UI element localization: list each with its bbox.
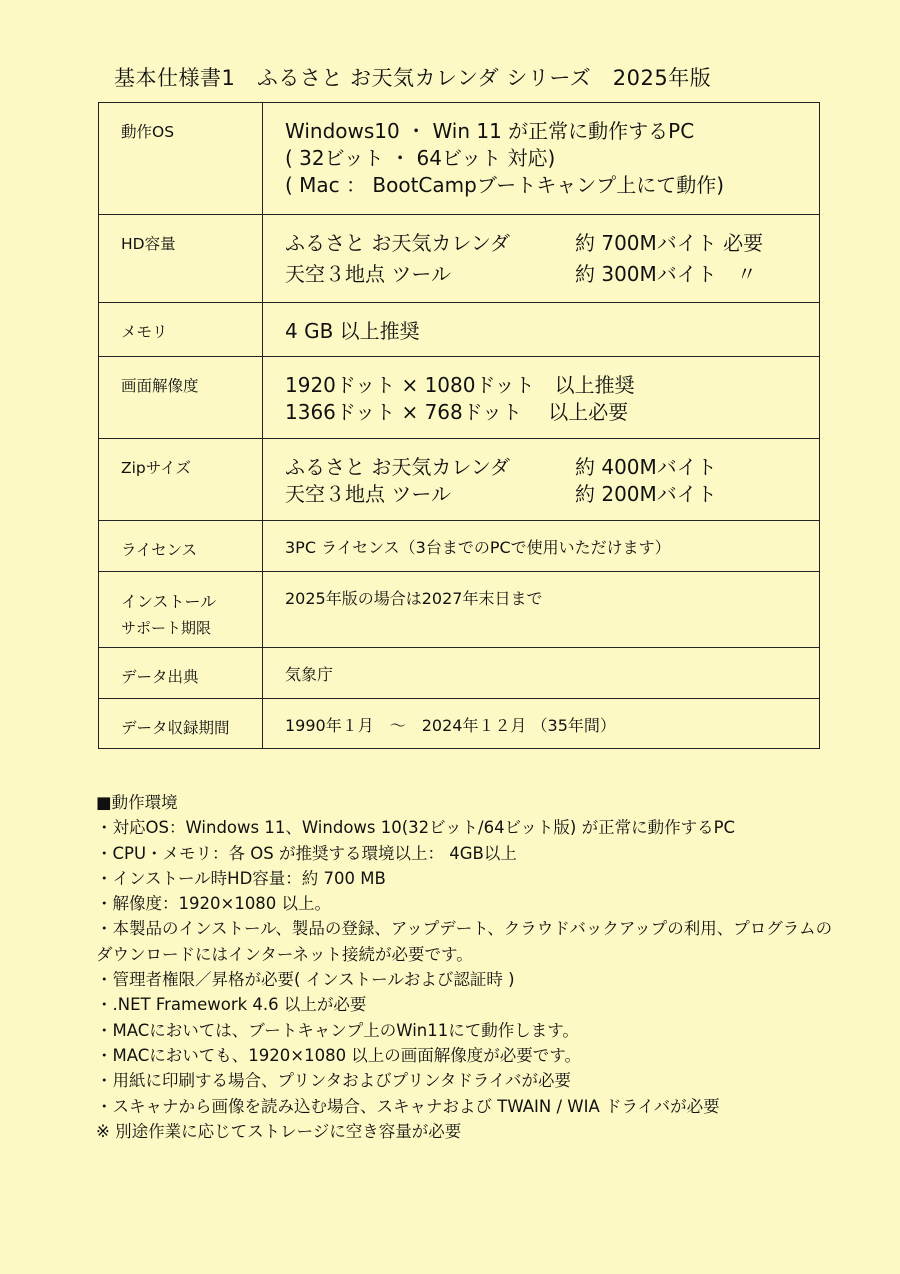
source-value <box>263 648 820 699</box>
os-value <box>263 103 820 215</box>
spec-row-license <box>99 521 820 572</box>
note-item: ・本製品のインストール、製品の登録、アップデート、クラウドバックアップの利用、プログラムのダウンロードにはインターネット接続が必要です。 <box>96 919 833 964</box>
hd-label: HD容量 <box>99 215 263 303</box>
spec-row-zip <box>99 439 820 521</box>
os-label: 動作OS <box>99 103 263 215</box>
license-text: 3PC ライセンス（3台までのPCで使用いただけます） <box>285 538 671 557</box>
license-label: ライセンス <box>99 521 263 572</box>
zip-label: Zipサイズ <box>99 439 263 521</box>
note-item: ・.NET Framework 4.6 以上が必要 <box>96 995 367 1015</box>
spec-row-source <box>99 648 820 699</box>
os-line: ( Mac ： BootCampブートキャンプ上にて動作) <box>285 173 725 197</box>
resolution-label: 画面解像度 <box>99 357 263 439</box>
memory-text: 4 GB 以上推奨 <box>285 319 420 343</box>
support-label-line2: サポート期限 <box>121 619 212 637</box>
note-item: ・対応OS：Windows 11、Windows 10(32ビット/64ビット版) が正常に動作するPC <box>96 818 736 838</box>
zip-item-size: 約 400Mバイト <box>575 455 717 479</box>
support-label <box>99 572 263 648</box>
environment-notes <box>96 790 836 1144</box>
note-item: ・用紙に印刷する場合、プリンタおよびプリンタドライバが必要 <box>96 1071 572 1091</box>
os-line: Windows10 ・ Win 11 が正常に動作するPC <box>285 119 695 143</box>
resolution-value <box>263 357 820 439</box>
os-line: ( 32ビット ・ 64ビット 対応) <box>285 146 556 170</box>
resolution-line: 1366ドット × 768ドット 以上必要 <box>285 400 629 424</box>
memory-label: メモリ <box>99 303 263 357</box>
source-label: データ出典 <box>99 648 263 699</box>
support-label-line1: インストール <box>121 592 217 611</box>
page-title: 基本仕様書1 ふるさと お天気カレンダ シリーズ 2025年版 <box>114 66 712 90</box>
spec-row-period <box>99 699 820 749</box>
spec-row-support <box>99 572 820 648</box>
note-item: ・MACにおいては、ブートキャンプ上のWin11にて動作します。 <box>96 1020 579 1040</box>
spec-row-hd <box>99 215 820 303</box>
spec-table <box>98 102 820 749</box>
period-label: データ収録期間 <box>99 699 263 749</box>
zip-value <box>263 439 820 521</box>
support-text: 2025年版の場合は2027年末日まで <box>285 589 543 608</box>
note-item: ・MACにおいても、1920×1080 以上の画面解像度が必要です。 <box>96 1045 581 1065</box>
hd-item-name: 天空３地点 ツール <box>285 262 451 286</box>
notes-heading: ■動作環境 <box>96 793 178 812</box>
hd-item-name: ふるさと お天気カレンダ <box>285 231 511 255</box>
hd-value <box>263 215 820 303</box>
note-item: ・スキャナから画像を読み込む場合、スキャナおよび TWAIN / WIA ドライバが必要 <box>96 1096 720 1116</box>
spec-row-memory <box>99 303 820 357</box>
support-value <box>263 572 820 648</box>
zip-item-name: 天空３地点 ツール <box>285 482 451 506</box>
spec-row-os <box>99 103 820 215</box>
note-item: ・インストール時HD容量：約 700 MB <box>96 868 386 888</box>
note-item: ※ 別途作業に応じてストレージに空き容量が必要 <box>96 1121 462 1141</box>
memory-value <box>263 303 820 357</box>
note-item: ・CPU・メモリ：各 OS が推奨する環境以上： 4GB以上 <box>96 843 517 863</box>
hd-item-size: 約 700Mバイト 必要 <box>575 231 764 255</box>
period-text: 1990年１月 ～ 2024年１２月 （35年間） <box>285 716 616 735</box>
license-value <box>263 521 820 572</box>
hd-item-size: 約 300Mバイト 〃 <box>575 262 757 286</box>
period-value <box>263 699 820 749</box>
zip-item-name: ふるさと お天気カレンダ <box>285 455 511 479</box>
zip-item-size: 約 200Mバイト <box>575 482 717 506</box>
resolution-line: 1920ドット × 1080ドット 以上推奨 <box>285 373 635 397</box>
note-item: ・解像度：1920×1080 以上。 <box>96 894 332 914</box>
note-item: ・管理者権限／昇格が必要( インストールおよび認証時 ) <box>96 970 515 990</box>
source-text: 気象庁 <box>285 665 334 684</box>
spec-row-resolution <box>99 357 820 439</box>
